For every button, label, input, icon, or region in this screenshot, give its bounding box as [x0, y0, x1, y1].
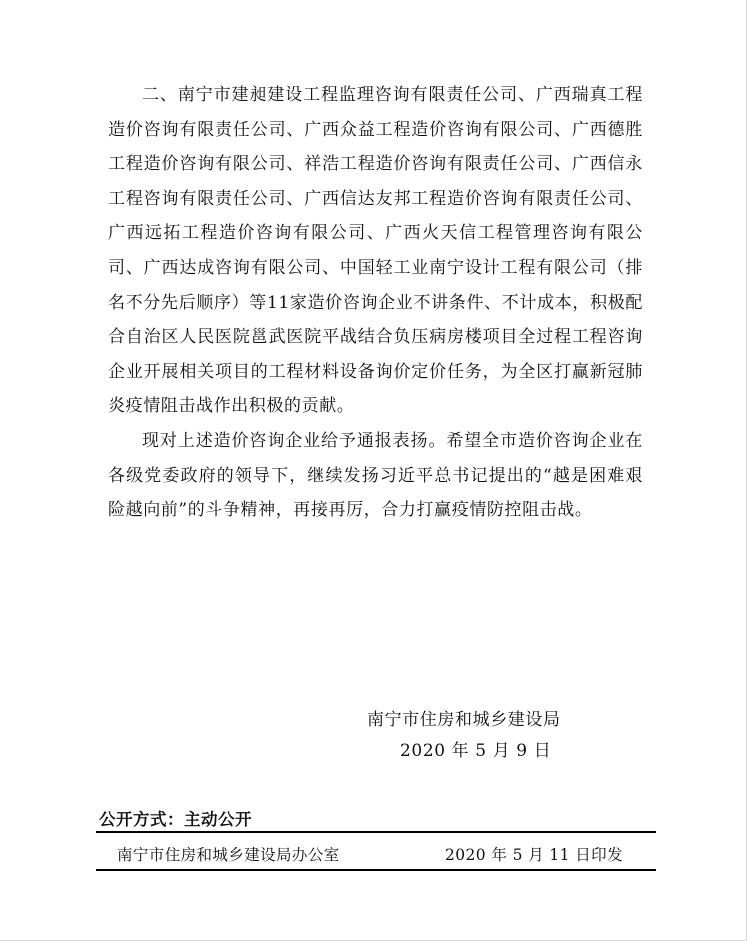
disclosure-mode: 公开方式：主动公开 [99, 810, 252, 829]
footer-issuer: 南宁市住房和城乡建设局办公室 [117, 846, 340, 864]
paragraph-commendation-closing: 现对上述造价咨询企业给予通报表扬。希望全市造价咨询企业在各级党委政府的领导下，继续发扬习近平总书记提出的“越是困难艰险越向前”的斗争精神，再接再厉，合力打赢疫情防控阻击战。 [108, 430, 643, 521]
document-body [108, 78, 643, 528]
signature-organization: 南宁市住房和城乡建设局 [367, 710, 561, 730]
footer-top-rule [96, 831, 656, 833]
signature-date: 2020 年 5 月 9 日 [400, 741, 552, 761]
footer-bottom-rule [96, 869, 656, 871]
footer-print-date: 2020 年 5 月 11 日印发 [445, 846, 623, 864]
paragraph-commendation-list: 二、南宁市建昶建设工程监理咨询有限责任公司、广西瑞真工程造价咨询有限责任公司、广西众益工程造价咨询有限公司、广西德胜工程造价咨询有限公司、祥浩工程造价咨询有限责任公司、广西信永工程咨询有限责任公司、广西信达友邦工程造价咨询有限责任公司、广西远拓工程造价咨询有限公司、广西火天信工程管理咨询有限公司、广西达成咨询有限公司、中国轻工业南宁设计工程有限公司（排名不分先后顺序）等11家造价咨询企业不讲条件、不计成本，积极配合自治区人民医院邕武医院平战结合负压病房楼项目全过程工程咨询企业开展相关项目的工程材料设备询价定价任务，为全区打赢新冠肺炎疫情阻击战作出积极的贡献。 [108, 85, 643, 417]
